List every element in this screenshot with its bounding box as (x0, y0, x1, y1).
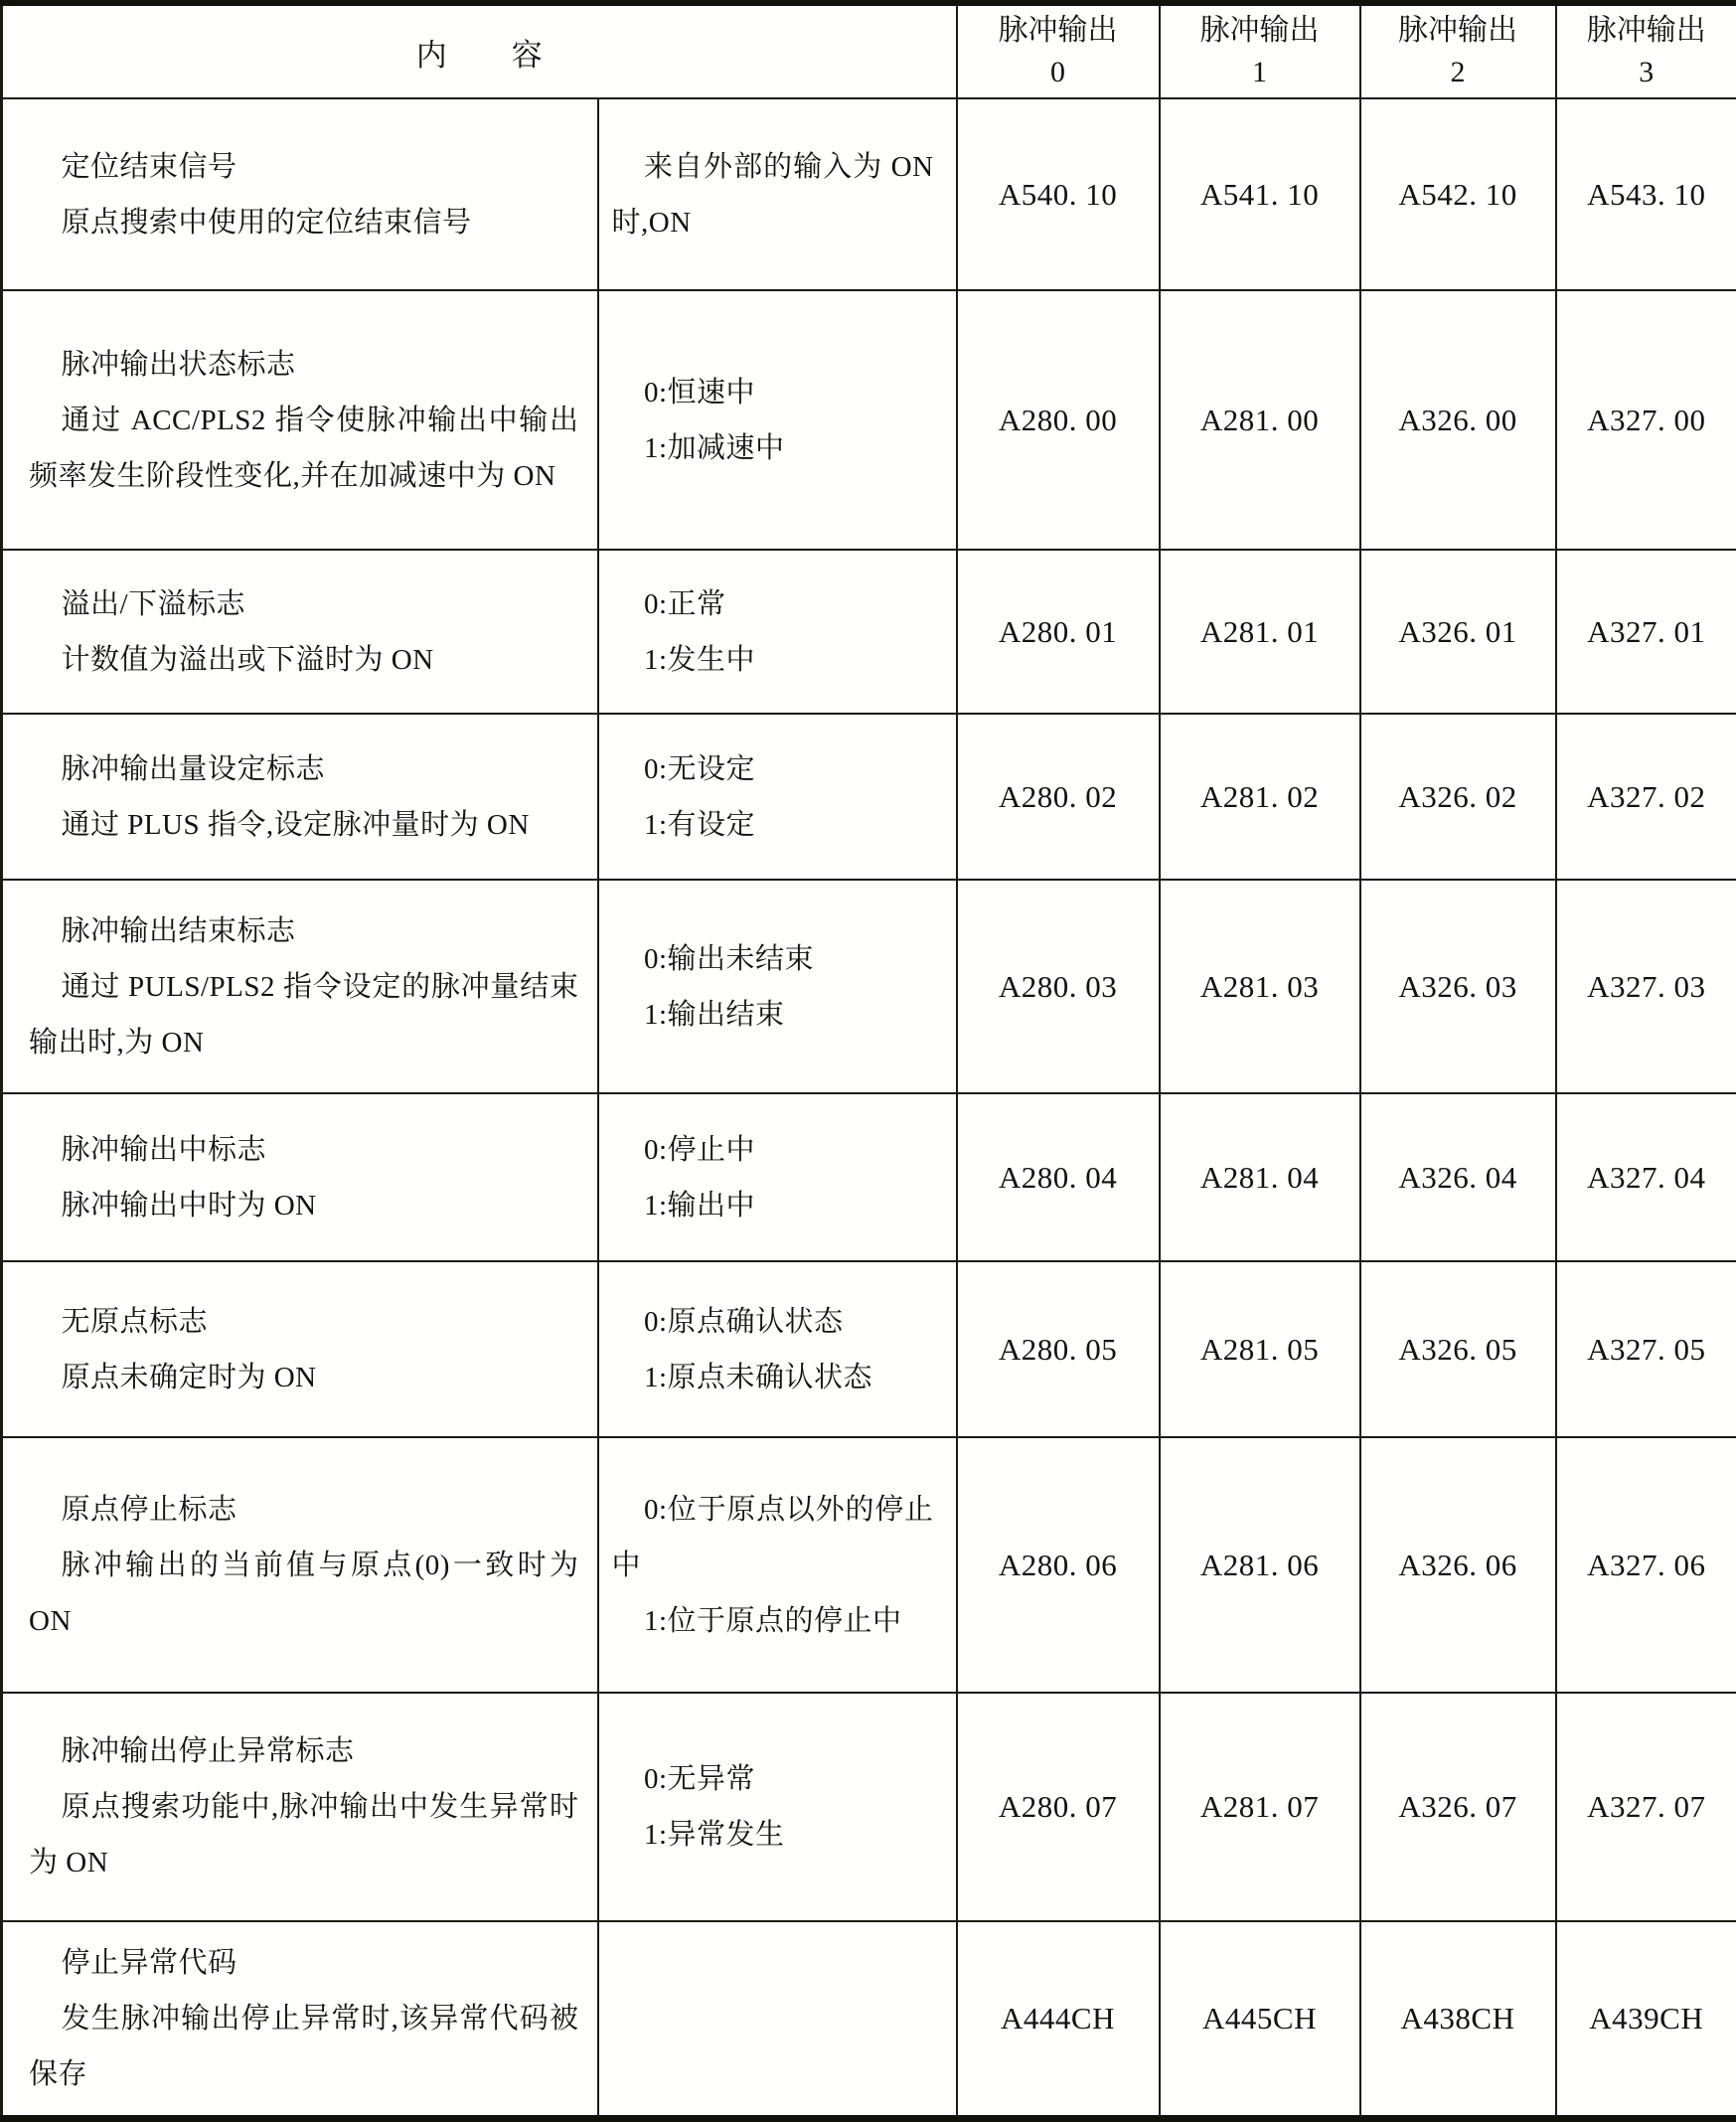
description-paragraph: 通过 PULS/PLS2 指令设定的脉冲量结束输出时,为 ON (29, 959, 579, 1070)
condition-cell (598, 290, 957, 550)
address-value-cell: A438CH (1360, 1921, 1556, 2118)
address-value-cell: A327. 02 (1556, 714, 1736, 880)
address-value-cell: A327. 06 (1556, 1437, 1736, 1693)
description-paragraph: 原点搜索中使用的定位结束信号 (29, 195, 579, 250)
table-row (2, 290, 1736, 550)
condition-paragraph: 0:停止中 (612, 1122, 934, 1178)
address-value-cell: A281. 04 (1160, 1093, 1360, 1261)
description-paragraph: 原点停止标志 (29, 1482, 579, 1538)
address-value-cell: A327. 00 (1556, 290, 1736, 550)
address-value-cell: A280. 02 (957, 714, 1160, 880)
description-paragraph: 原点搜索功能中,脉冲输出中发生异常时为 ON (29, 1779, 579, 1890)
condition-paragraph: 0:输出未结束 (612, 931, 934, 987)
address-value-cell: A542. 10 (1360, 98, 1556, 290)
output-header-cell (957, 3, 1160, 98)
condition-paragraph: 0:恒速中 (612, 365, 934, 420)
address-value-cell: A327. 04 (1556, 1093, 1736, 1261)
description-paragraph: 停止异常代码 (29, 1935, 579, 1991)
condition-cell (598, 1693, 957, 1921)
table-row (2, 1261, 1736, 1437)
address-value-cell: A281. 03 (1160, 880, 1360, 1093)
address-value-cell: A281. 05 (1160, 1261, 1360, 1437)
output-header-index: 1 (1161, 52, 1359, 93)
address-value-cell: A326. 02 (1360, 714, 1556, 880)
condition-paragraph: 1:输出结束 (612, 987, 934, 1043)
description-paragraph: 脉冲输出中标志 (29, 1122, 579, 1178)
description-paragraph: 脉冲输出状态标志 (29, 337, 579, 393)
description-paragraph: 通过 ACC/PLS2 指令使脉冲输出中输出频率发生阶段性变化,并在加减速中为 ON (29, 393, 579, 504)
address-value-cell: A543. 10 (1556, 98, 1736, 290)
description-cell (2, 1093, 598, 1261)
description-paragraph: 通过 PLUS 指令,设定脉冲量时为 ON (29, 797, 579, 853)
condition-cell (598, 714, 957, 880)
description-paragraph: 无原点标志 (29, 1294, 579, 1350)
description-paragraph: 脉冲输出的当前值与原点(0)一致时为 ON (29, 1538, 579, 1649)
address-value-cell: A439CH (1556, 1921, 1736, 2118)
condition-paragraph: 0:无设定 (612, 741, 934, 797)
description-cell (2, 1261, 598, 1437)
description-cell (2, 714, 598, 880)
address-value-cell: A326. 01 (1360, 550, 1556, 714)
condition-paragraph: 0:位于原点以外的停止中 (612, 1482, 934, 1593)
output-header-index: 3 (1557, 52, 1736, 93)
address-value-cell: A326. 00 (1360, 290, 1556, 550)
address-value-cell: A281. 06 (1160, 1437, 1360, 1693)
description-paragraph: 发生脉冲输出停止异常时,该异常代码被保存 (29, 1991, 579, 2102)
description-cell (2, 290, 598, 550)
address-value-cell: A327. 03 (1556, 880, 1736, 1093)
condition-cell (598, 550, 957, 714)
table-row (2, 1921, 1736, 2118)
content-header-cell (2, 3, 957, 98)
output-header-label: 脉冲输出 (1557, 10, 1736, 52)
address-value-cell: A444CH (957, 1921, 1160, 2118)
output-header-cell (1160, 3, 1360, 98)
output-header-cell (1360, 3, 1556, 98)
condition-cell (598, 880, 957, 1093)
address-value-cell: A280. 01 (957, 550, 1160, 714)
description-paragraph: 脉冲输出停止异常标志 (29, 1723, 579, 1779)
condition-paragraph: 0:无异常 (612, 1751, 934, 1807)
output-header-label: 脉冲输出 (958, 10, 1159, 52)
condition-paragraph: 来自外部的输入为 ON 时,ON (612, 139, 934, 250)
description-cell (2, 880, 598, 1093)
address-value-cell: A281. 01 (1160, 550, 1360, 714)
condition-cell (598, 98, 957, 290)
condition-paragraph: 1:有设定 (612, 797, 934, 853)
description-paragraph: 计数值为溢出或下溢时为 ON (29, 632, 579, 688)
table-row (2, 1693, 1736, 1921)
description-cell (2, 1693, 598, 1921)
table-row (2, 98, 1736, 290)
description-cell (2, 1921, 598, 2118)
address-value-cell: A280. 07 (957, 1693, 1160, 1921)
address-value-cell: A281. 07 (1160, 1693, 1360, 1921)
address-value-cell: A326. 06 (1360, 1437, 1556, 1693)
condition-paragraph: 1:输出中 (612, 1178, 934, 1233)
address-value-cell: A280. 00 (957, 290, 1160, 550)
description-cell (2, 1437, 598, 1693)
condition-paragraph: 1:发生中 (612, 632, 934, 688)
address-value-cell: A280. 05 (957, 1261, 1160, 1437)
address-value-cell: A326. 03 (1360, 880, 1556, 1093)
description-paragraph: 脉冲输出中时为 ON (29, 1178, 579, 1233)
description-paragraph: 定位结束信号 (29, 139, 579, 195)
description-paragraph: 脉冲输出量设定标志 (29, 741, 579, 797)
description-paragraph: 溢出/下溢标志 (29, 576, 579, 632)
address-value-cell: A540. 10 (957, 98, 1160, 290)
condition-paragraph: 1:加减速中 (612, 420, 934, 476)
description-cell (2, 550, 598, 714)
condition-paragraph: 1:异常发生 (612, 1807, 934, 1863)
condition-cell (598, 1261, 957, 1437)
address-value-cell: A326. 04 (1360, 1093, 1556, 1261)
address-value-cell: A280. 04 (957, 1093, 1160, 1261)
output-header-label: 脉冲输出 (1361, 10, 1555, 52)
table-row (2, 1437, 1736, 1693)
table-row (2, 1093, 1736, 1261)
description-paragraph: 脉冲输出结束标志 (29, 903, 579, 959)
table-row (2, 880, 1736, 1093)
address-value-cell: A326. 07 (1360, 1693, 1556, 1921)
address-value-cell: A327. 01 (1556, 550, 1736, 714)
condition-paragraph: 0:原点确认状态 (612, 1294, 934, 1350)
address-value-cell: A327. 07 (1556, 1693, 1736, 1921)
address-value-cell: A281. 00 (1160, 290, 1360, 550)
address-value-cell: A327. 05 (1556, 1261, 1736, 1437)
condition-paragraph: 1:位于原点的停止中 (612, 1593, 934, 1649)
condition-paragraph: 1:原点未确认状态 (612, 1350, 934, 1405)
output-header-cell (1556, 3, 1736, 98)
address-value-cell: A280. 03 (957, 880, 1160, 1093)
address-value-cell: A280. 06 (957, 1437, 1160, 1693)
condition-cell (598, 1437, 957, 1693)
table-row (2, 714, 1736, 880)
address-value-cell: A541. 10 (1160, 98, 1360, 290)
output-header-label: 脉冲输出 (1161, 10, 1359, 52)
address-value-cell: A281. 02 (1160, 714, 1360, 880)
address-value-cell: A445CH (1160, 1921, 1360, 2118)
header-row (2, 3, 1736, 98)
address-value-cell: A326. 05 (1360, 1261, 1556, 1437)
table-row (2, 550, 1736, 714)
output-header-index: 2 (1361, 52, 1555, 93)
description-paragraph: 原点未确定时为 ON (29, 1350, 579, 1405)
content-header-label: 内容 (416, 30, 607, 75)
condition-cell (598, 1093, 957, 1261)
description-cell (2, 98, 598, 290)
output-header-index: 0 (958, 52, 1159, 93)
condition-paragraph: 0:正常 (612, 576, 934, 632)
condition-cell (598, 1921, 957, 2118)
